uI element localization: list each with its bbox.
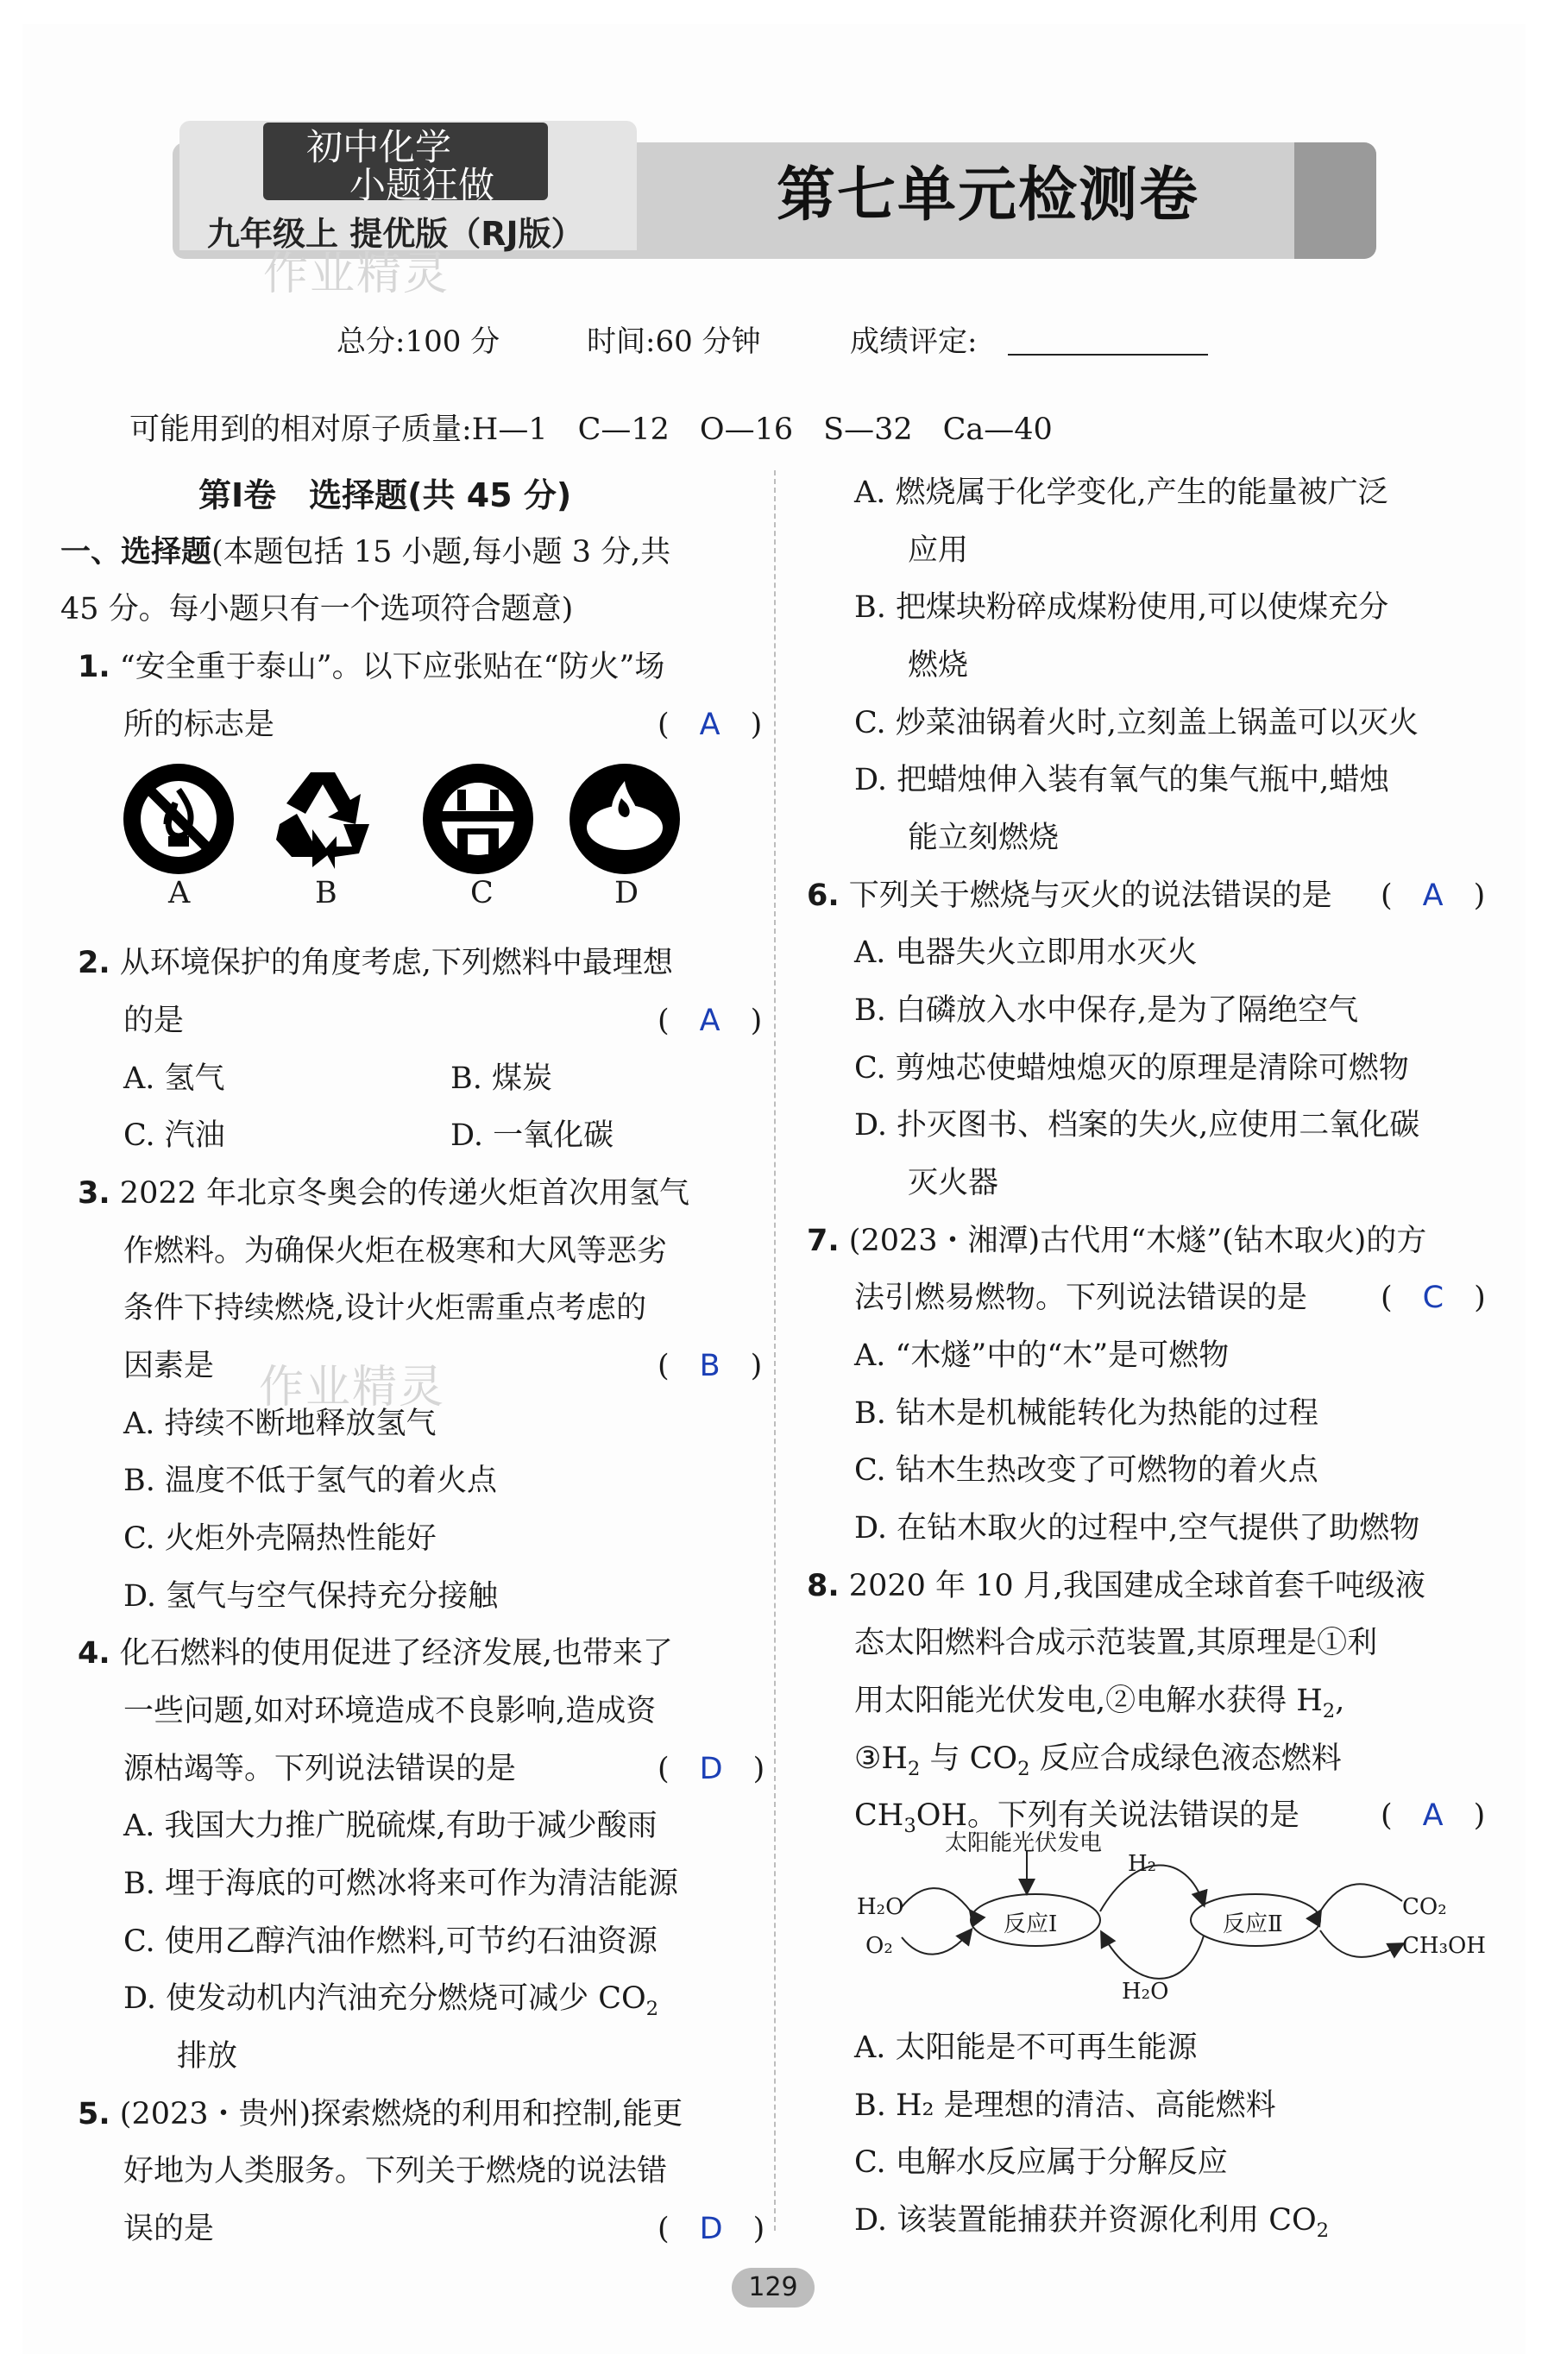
solar-fuel-diagram <box>850 1825 1506 2006</box>
sign-label-a: A <box>168 876 191 910</box>
q1-answer: ( A ) <box>658 708 763 742</box>
q4-stem-line2: 一些问题,如对环境造成不良影响,造成资 <box>123 1694 657 1728</box>
q5-option-d-cont: 能立刻燃烧 <box>908 821 1060 855</box>
q7-answer: ( C ) <box>1381 1281 1486 1315</box>
q3-stem-line2: 作燃料。为确保火炬在极寒和大风等恶劣 <box>123 1234 668 1269</box>
watermark-middle: 作业精灵 <box>259 1362 446 1414</box>
q3-stem-line4: 因素是 <box>123 1349 215 1383</box>
total-score: 总分:100 分 <box>337 324 500 359</box>
q8-answer: ( A ) <box>1381 1798 1486 1833</box>
q4-answer: ( D ) <box>658 1752 765 1786</box>
q7-stem: 7. (2023・湘潭)古代用“木燧”(钻木取火)的方 <box>807 1224 1427 1258</box>
recycle-sign-icon <box>267 764 378 874</box>
brand-line-2: 小题狂做 <box>349 164 495 206</box>
q5-stem-line2: 好地为人类服务。下列关于燃烧的说法错 <box>123 2154 668 2188</box>
q6-stem: 6. 下列关于燃烧与灭火的说法错误的是 <box>807 878 1332 913</box>
q4-option-d: D. 使发动机内汽油充分燃烧可减少 $CO_2$ <box>123 1981 659 2020</box>
q6-option-d: D. 扑灭图书、档案的失火,应使用二氧化碳 <box>854 1108 1420 1143</box>
q8-option-b: B. H₂ 是理想的清洁、高能燃料 <box>854 2088 1276 2123</box>
q5-option-b: B. 把煤块粉碎成煤粉使用,可以使煤充分 <box>854 590 1389 625</box>
q5-answer: ( D ) <box>658 2212 765 2246</box>
q7-option-d: D. 在钻木取火的过程中,空气提供了助燃物 <box>854 1511 1420 1546</box>
q8-stem-line3: 用太阳能光伏发电,②电解水获得 $H_2$, <box>854 1684 1345 1722</box>
q2-option-a: A. 氢气 <box>123 1061 225 1096</box>
q2-answer: ( A ) <box>658 1004 763 1038</box>
q5-option-d: D. 把蜡烛伸入装有氧气的集气瓶中,蜡烛 <box>854 763 1390 797</box>
brand-line-1: 初中化学 <box>306 126 452 168</box>
q3-option-b: B. 温度不低于氢气的着火点 <box>123 1464 497 1498</box>
water-fire-sign-icon <box>569 764 680 874</box>
q7-option-a: A. “木燧”中的“木”是可燃物 <box>854 1338 1230 1373</box>
q8-option-d: D. 该装置能捕获并资源化利用 $CO_2$ <box>854 2203 1330 2242</box>
q3-stem-line3: 条件下持续燃烧,设计火炬需重点考虑的 <box>123 1291 647 1325</box>
q4-stem: 4. 化石燃料的使用促进了经济发展,也带来了 <box>78 1636 673 1671</box>
q8-stem-line4: $③H_2$ 与 $CO_2$ 反应合成绿色液态燃料 <box>854 1741 1342 1780</box>
q8-stem-line5: $CH_3OH$。下列有关说法错误的是 <box>854 1798 1300 1837</box>
q7-stem-cont: 法引燃易燃物。下列说法错误的是 <box>854 1281 1308 1315</box>
q5-stem: 5. (2023・贵州)探索燃烧的利用和控制,能更 <box>78 2097 683 2131</box>
q3-option-d: D. 氢气与空气保持充分接触 <box>123 1579 499 1614</box>
q2-stem-cont: 的是 <box>123 1004 185 1038</box>
q6-option-a: A. 电器失火立即用水灭火 <box>854 935 1198 970</box>
q5-option-a-cont: 应用 <box>908 533 969 568</box>
column-divider <box>774 470 776 2231</box>
sign-label-b: B <box>315 876 337 910</box>
grade-blank <box>1008 354 1208 356</box>
section-heading-cont: 45 分。每小题只有一个选项符合题意) <box>60 592 574 626</box>
page-title: 第七单元检测卷 <box>777 161 1200 230</box>
watermark-top: 作业精灵 <box>263 249 450 300</box>
q4-option-d-cont: 排放 <box>177 2039 238 2074</box>
diagram-co2-right: CO₂ <box>1402 1894 1447 1920</box>
q4-option-c: C. 使用乙醇汽油作燃料,可节约石油资源 <box>123 1924 658 1959</box>
edition-label: 九年级上 提优版（RJ版） <box>207 215 584 253</box>
diagram-solar-label: 太阳能光伏发电 <box>945 1830 1103 1856</box>
section-heading: 一、选择题(本题包括 15 小题,每小题 3 分,共 <box>60 534 671 570</box>
q7-option-c: C. 钻木生热改变了可燃物的着火点 <box>854 1453 1318 1488</box>
diagram-h2-top: H₂ <box>1128 1851 1157 1877</box>
q5-option-b-cont: 燃烧 <box>908 648 969 683</box>
diagram-reaction-1: 反应Ⅰ <box>1004 1911 1058 1937</box>
sign-label-c: C <box>470 876 494 910</box>
q3-answer: ( B ) <box>658 1349 763 1383</box>
time-limit: 时间:60 分钟 <box>587 324 761 359</box>
q6-answer: ( A ) <box>1381 878 1486 913</box>
q8-option-a: A. 太阳能是不可再生能源 <box>854 2031 1198 2065</box>
q8-option-c: C. 电解水反应属于分解反应 <box>854 2145 1228 2180</box>
q3-stem: 3. 2022 年北京冬奥会的传递火炬首次用氢气 <box>78 1176 689 1211</box>
grade-label: 成绩评定: <box>850 324 978 359</box>
no-smoking-campfire-sign-icon <box>423 764 533 874</box>
diagram-h2o-bottom: H₂O <box>1122 1979 1169 2005</box>
q5-stem-line3: 误的是 <box>123 2212 215 2246</box>
q6-option-c: C. 剪烛芯使蜡烛熄灭的原理是清除可燃物 <box>854 1051 1409 1086</box>
q4-option-a: A. 我国大力推广脱硫煤,有助于减少酸雨 <box>123 1809 658 1843</box>
diagram-o2-left: O₂ <box>865 1933 893 1959</box>
q4-option-b: B. 埋于海底的可燃冰将来可作为清洁能源 <box>123 1867 678 1901</box>
diagram-h2o-left: H₂O <box>857 1894 904 1920</box>
header-banner-edge <box>1294 142 1376 259</box>
page-number: 129 <box>732 2268 815 2308</box>
q7-option-b: B. 钻木是机械能转化为热能的过程 <box>854 1396 1318 1431</box>
q3-option-a: A. 持续不断地释放氢气 <box>123 1407 437 1441</box>
q2-stem: 2. 从环境保护的角度考虑,下列燃料中最理想 <box>78 946 673 980</box>
q2-option-c: C. 汽油 <box>123 1118 225 1153</box>
q3-option-c: C. 火炬外壳隔热性能好 <box>123 1521 437 1556</box>
section-title: 第Ⅰ卷 选择题(共 45 分) <box>198 476 572 514</box>
q4-stem-line3: 源枯竭等。下列说法错误的是 <box>123 1752 517 1786</box>
q6-option-d-cont: 灭火器 <box>908 1166 999 1200</box>
q1-stem-cont: 所的标志是 <box>123 708 275 742</box>
q8-stem-line2: 态太阳燃料合成示范装置,其原理是①利 <box>854 1626 1378 1660</box>
sign-label-d: D <box>614 876 639 910</box>
atomic-mass-line: 可能用到的相对原子质量:H—1 C—12 O—16 S—32 Ca—40 <box>129 412 1053 447</box>
no-fire-sign-icon <box>123 764 234 874</box>
diagram-reaction-2: 反应Ⅱ <box>1223 1911 1283 1937</box>
q2-option-d: D. 一氧化碳 <box>450 1118 614 1153</box>
q1-stem: 1. “安全重于泰山”。以下应张贴在“防火”场 <box>78 650 665 684</box>
q8-stem: 8. 2020 年 10 月,我国建成全球首套千吨级液 <box>807 1569 1425 1603</box>
q5-option-c: C. 炒菜油锅着火时,立刻盖上锅盖可以灭火 <box>854 706 1419 740</box>
diagram-ch3oh-right: CH₃OH <box>1402 1933 1486 1959</box>
q6-option-b: B. 白磷放入水中保存,是为了隔绝空气 <box>854 993 1359 1028</box>
q5-option-a: A. 燃烧属于化学变化,产生的能量被广泛 <box>854 475 1388 510</box>
q2-option-b: B. 煤炭 <box>450 1061 552 1096</box>
